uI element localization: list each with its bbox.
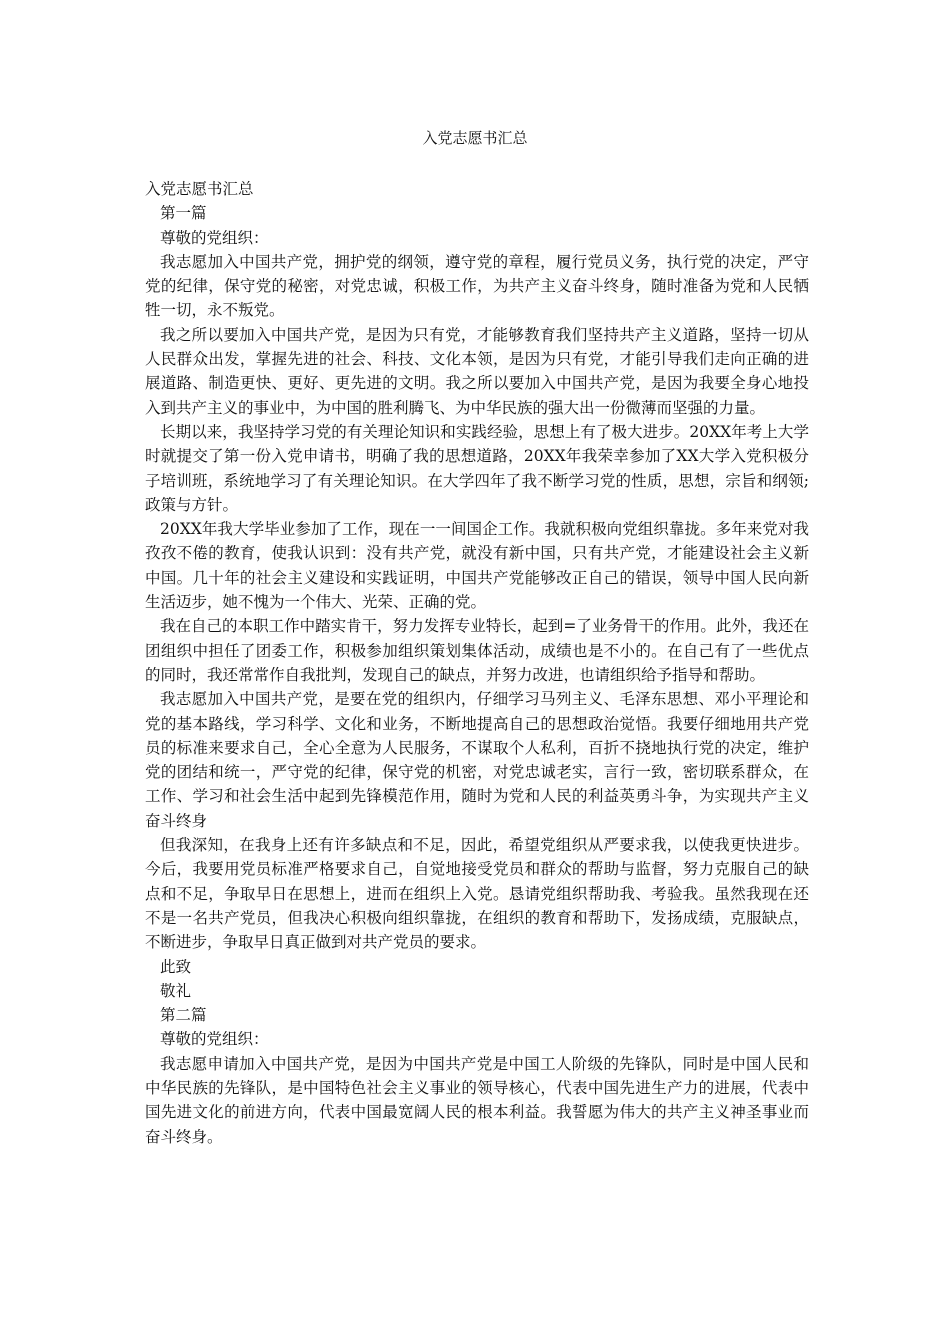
part1-paragraph: 我志愿加入中国共产党，拥护党的纲领，遵守党的章程，履行党员义务，执行党的决定，严守党的纪律，保守党的秘密，对党忠诚，积极工作，为共产主义奋斗终身，随时准备为党和人民牺牲一切，永不叛党。	[145, 252, 809, 320]
part1-heading: 第一篇	[160, 204, 207, 223]
document-subtitle: 入党志愿书汇总	[145, 180, 254, 198]
part1-paragraph: 我在自己的本职工作中踏实肯干，努力发挥专业特长，起到=了业务骨干的作用。此外，我还在团组织中担任了团委工作，积极参加组织策划集体活动，成绩也是不小的。在自己有了一些优点的同时，我还常常作自我批判，发现自己的缺点，并努力改进，也请组织给予指导和帮助。	[145, 617, 809, 684]
part1-paragraph: 我志愿加入中国共产党，是要在党的组织内，仔细学习马列主义、毛泽东思想、邓小平理论和党的基本路线，学习科学、文化和业务，不断地提高自己的思想政治觉悟。我要仔细地用共产党员的标准来要求自己，全心全意为人民服务，不谋取个人私利，百折不挠地执行党的决定，维护党的团结和统一，严守党的纪律，保守党的机密，对党忠诚老实，言行一致，密切联系群众，在工作、学习和社会生活中起到先锋模范作用，随时为党和人民的利益英勇斗争，为实现共产主义奋斗终身	[145, 690, 809, 830]
part1-paragraph: 长期以来，我坚持学习党的有关理论知识和实践经验，思想上有了极大进步。20XX年考上大学时就提交了第一份入党申请书，明确了我的思想道路，20XX年我荣幸参加了XX大学入党积极分子培训班，系统地学习了有关理论知识。在大学四年了我不断学习党的性质，思想，宗旨和纲领;政策与方针。	[145, 422, 809, 514]
document-body	[145, 177, 809, 1149]
part2-salutation: 尊敬的党组织：	[160, 1030, 269, 1049]
part2-heading: 第二篇	[160, 1006, 207, 1025]
part1-paragraph: 但我深知，在我身上还有许多缺点和不足，因此，希望党组织从严要求我，以使我更快进步。今后，我要用党员标准严格要求自己，自觉地接受党员和群众的帮助与监督，努力克服自己的缺点和不足，争取早日在思想上，进而在组织上入党。恳请党组织帮助我、考验我。虽然我现在还不是一名共产党员，但我决心积极向组织靠拢，在组织的教育和帮助下，发扬成绩，克服缺点，不断进步，争取早日真正做到对共产党员的要求。	[145, 836, 809, 952]
part1-paragraph: 我之所以要加入中国共产党，是因为只有党，才能够教育我们坚持共产主义道路，坚持一切从人民群众出发，掌握先进的社会、科技、文化本领，是因为只有党，才能引导我们走向正确的进展道路、制造更快、更好、更先进的文明。我之所以要加入中国共产党，是因为我要全身心地投入到共产主义的事业中，为中国的胜利腾飞、为中华民族的强大出一份微薄而坚强的力量。	[145, 325, 809, 417]
part1-salutation: 尊敬的党组织：	[160, 228, 269, 247]
part1-closing-2: 敬礼	[160, 981, 192, 1000]
part1-closing-1: 此致	[160, 957, 192, 976]
document-title: 入党志愿书汇总	[422, 129, 528, 147]
part2-paragraph: 我志愿申请加入中国共产党，是因为中国共产党是中国工人阶级的先锋队，同时是中国人民和中华民族的先锋队，是中国特色社会主义事业的领导核心，代表中国先进生产力的进展，代表中国先进文化的前进方向，代表中国最宽阔人民的根本利益。我誓愿为伟大的共产主义神圣事业而奋斗终身。	[145, 1054, 809, 1146]
part1-paragraph: 20XX年我大学毕业参加了工作，现在一一间国企工作。我就积极向党组织靠拢。多年来党对我孜孜不倦的教育，使我认识到：没有共产党，就没有新中国，只有共产党，才能建设社会主义新中国。几十年的社会主义建设和实践证明，中国共产党能够改正自己的错误，领导中国人民向新生活迈步，她不愧为一个伟大、光荣、正确的党。	[145, 520, 809, 612]
